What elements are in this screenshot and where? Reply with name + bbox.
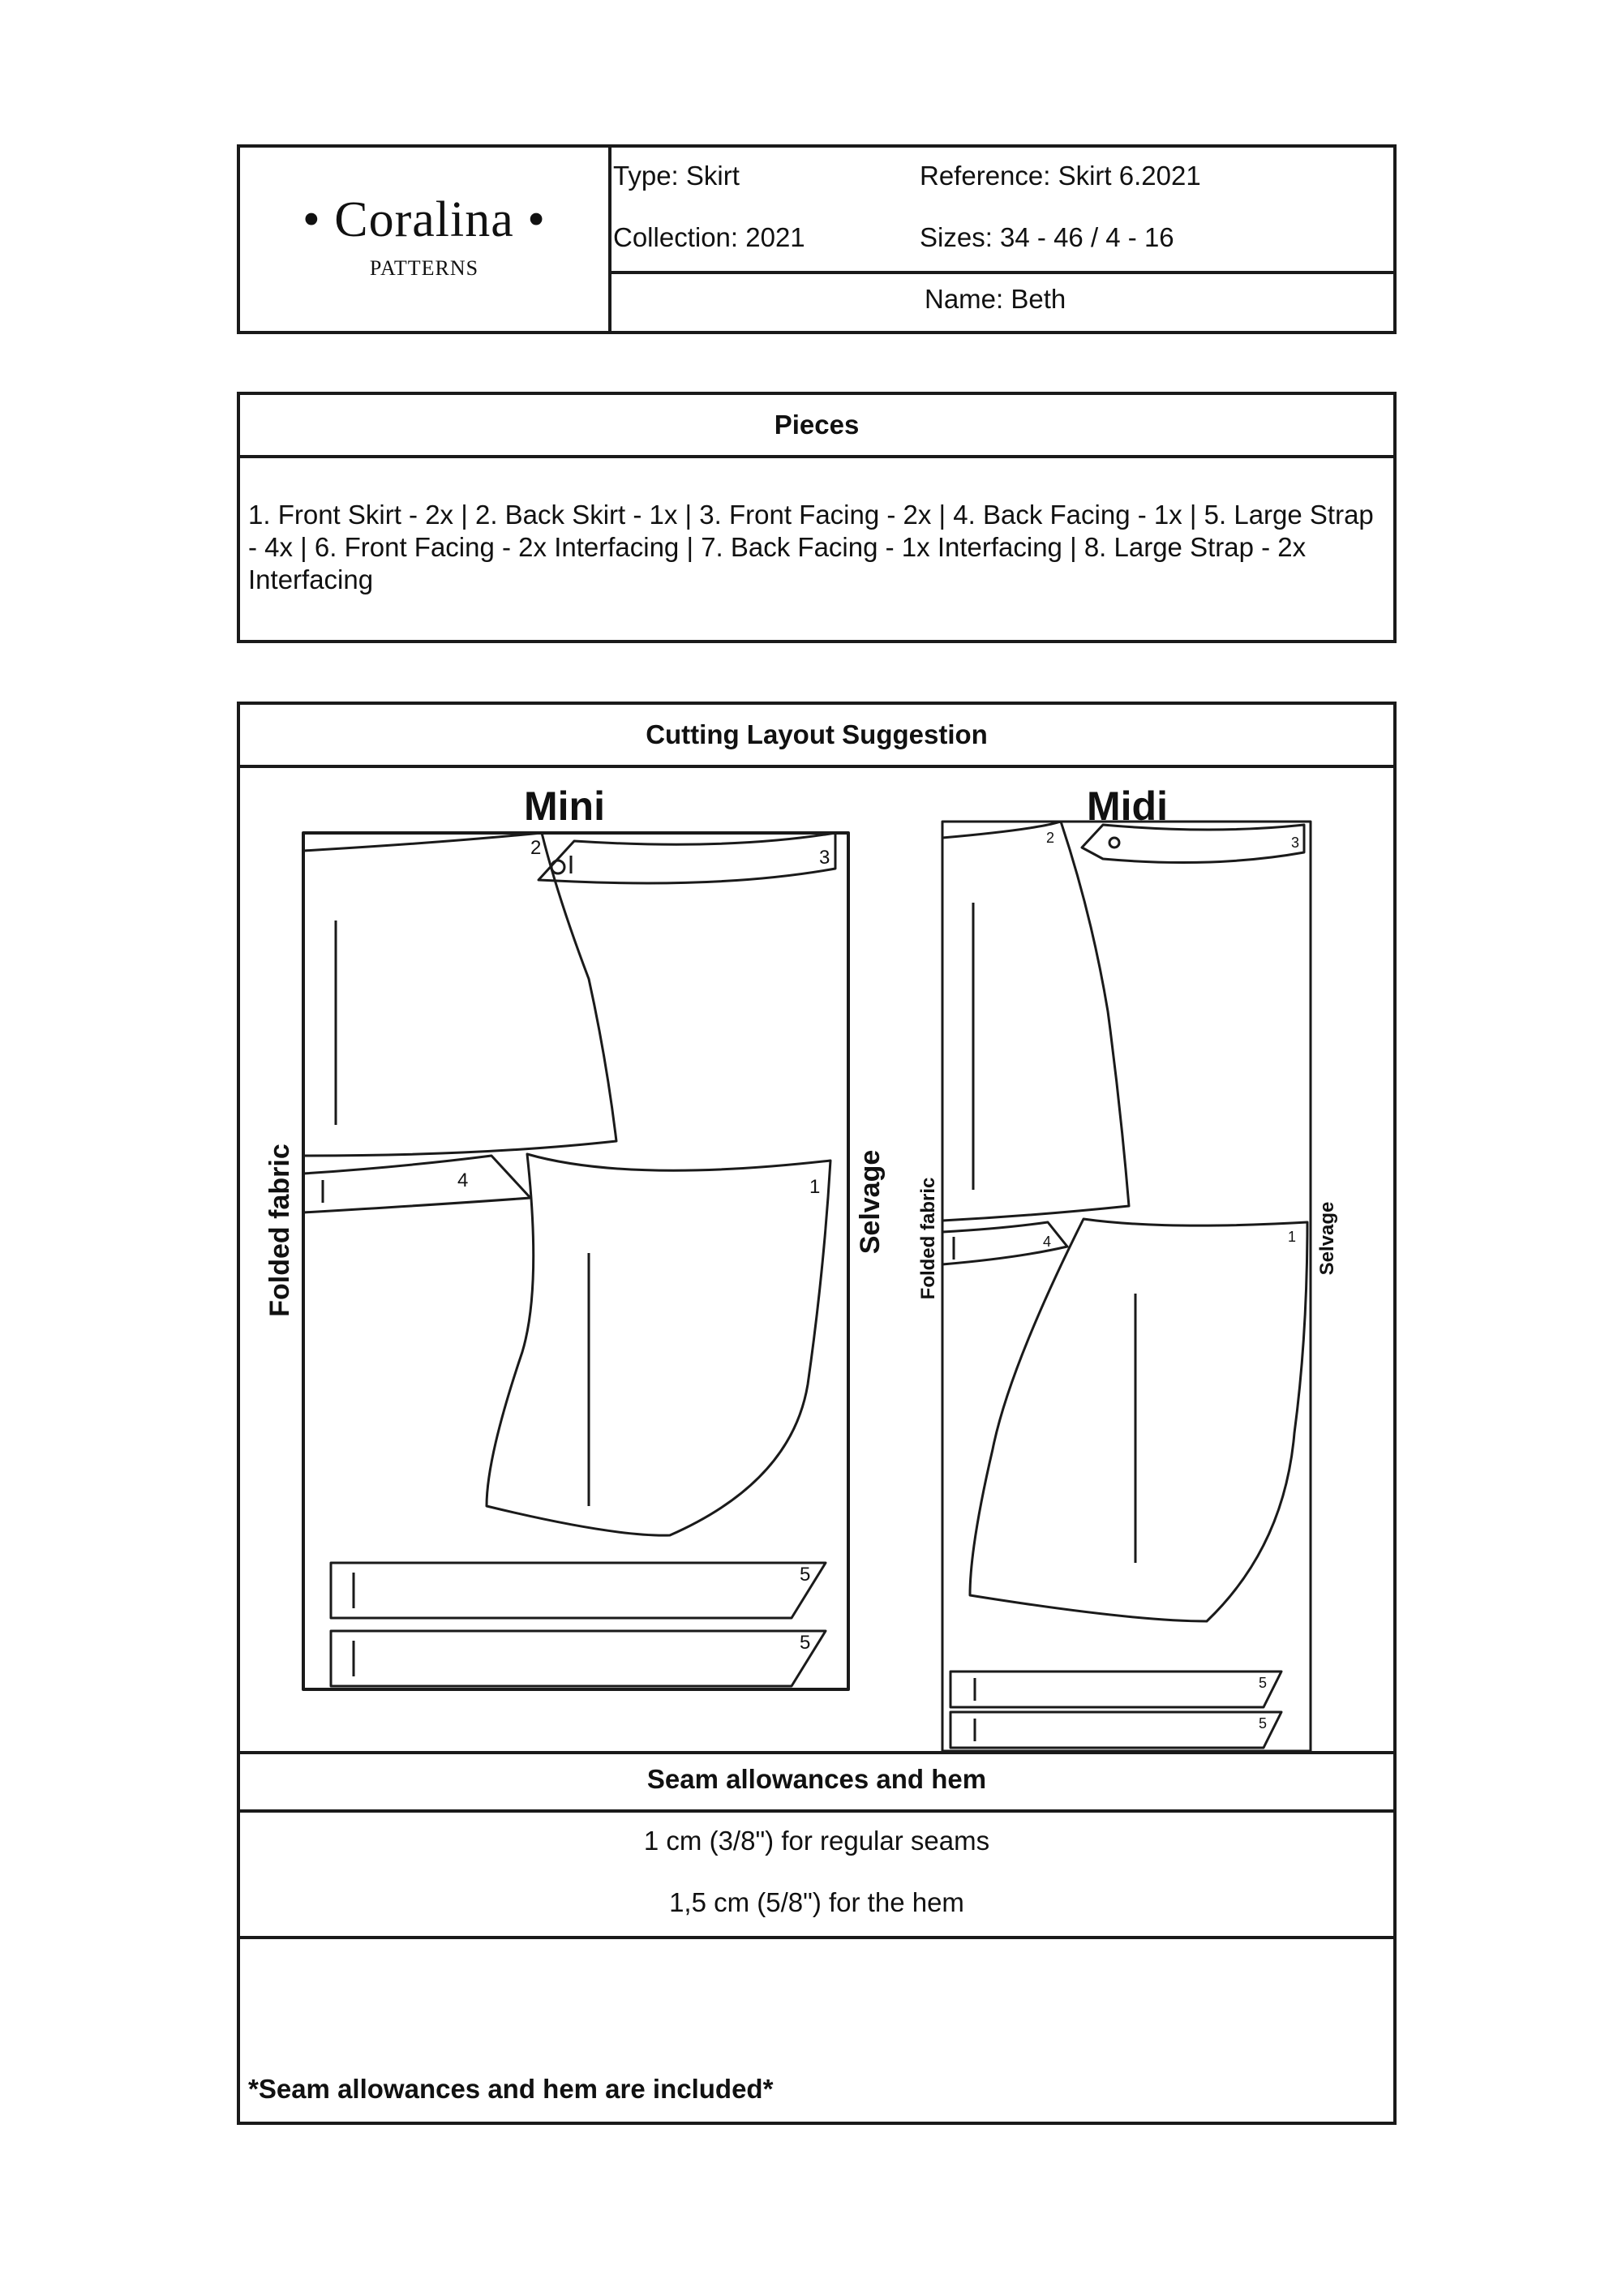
brand-name: • Coralina • — [303, 192, 546, 247]
seams-bottom-divider — [240, 1936, 1393, 1939]
midi-piece-5b — [950, 1712, 1281, 1748]
pieces-box — [237, 392, 1397, 643]
cutting-layout-diagram — [240, 768, 1393, 1751]
midi-selvage-label: Selvage — [1316, 1201, 1338, 1276]
mini-num-2: 2 — [530, 837, 542, 859]
collection-field: Collection: 2021 — [613, 222, 805, 252]
name-field: Name: Beth — [925, 284, 1066, 314]
header-box — [237, 144, 1397, 334]
mini-piece-5a — [331, 1563, 826, 1618]
info-cell — [608, 148, 1393, 331]
midi-label: Midi — [1087, 783, 1168, 829]
header-divider — [608, 271, 1393, 274]
seams-top-divider — [240, 1751, 1393, 1754]
midi-fold-label: Folded fabric — [917, 1177, 939, 1300]
pieces-list: 1. Front Skirt - 2x | 2. Back Skirt - 1x | 3. Front Facing - 2x | 4. Back Facing - 1x | 5. Large Strap - 4x | 6. Front Facing - 2x Interfacing | 7. Back Facing - 1x Interfacing | 8. Large Strap - 2x Interfacing — [248, 500, 1374, 594]
reference-field: Reference: Skirt 6.2021 — [920, 161, 1201, 191]
seams-title: Seam allowances and hem — [646, 1764, 987, 1794]
mini-piece-4 — [303, 1156, 530, 1212]
midi-num-3: 3 — [1291, 835, 1300, 851]
midi-piece-3-notch — [1109, 838, 1119, 848]
midi-fabric-rect — [942, 822, 1311, 1751]
type-field: Type: Skirt — [613, 161, 740, 191]
sizes-field: Sizes: 34 - 46 / 4 - 16 — [920, 222, 1174, 252]
seam-line-1: 1 cm (3/8") for regular seams — [643, 1826, 990, 1856]
mini-num-1: 1 — [809, 1176, 821, 1198]
mini-piece-3-notch — [551, 860, 564, 873]
midi-num-1: 1 — [1288, 1229, 1297, 1245]
seam-line-2: 1,5 cm (5/8") for the hem — [669, 1887, 964, 1917]
layout-title: Cutting Layout Suggestion — [646, 719, 988, 749]
mini-num-5a: 5 — [800, 1564, 811, 1586]
mini-num-4: 4 — [457, 1169, 469, 1191]
midi-num-2: 2 — [1046, 830, 1055, 846]
mini-fabric-rect — [303, 833, 848, 1689]
pieces-divider — [240, 455, 1393, 458]
mini-piece-3 — [539, 833, 835, 883]
mini-piece-5b — [331, 1631, 826, 1686]
brand-sub: PATTERNS — [369, 256, 479, 280]
midi-piece-1 — [970, 1219, 1307, 1621]
logo-cell — [240, 148, 611, 331]
seams-title-divider — [240, 1809, 1393, 1813]
mini-num-3: 3 — [819, 847, 830, 869]
midi-piece-2 — [942, 822, 1129, 1221]
pieces-title: Pieces — [774, 410, 860, 440]
mini-num-5b: 5 — [800, 1632, 811, 1654]
midi-num-5b: 5 — [1259, 1715, 1268, 1732]
midi-piece-5a — [950, 1672, 1281, 1707]
mini-piece-1 — [487, 1154, 830, 1535]
midi-piece-3 — [1082, 825, 1304, 863]
mini-fold-label: Folded fabric — [264, 1144, 295, 1317]
mini-label: Mini — [524, 783, 605, 829]
mini-selvage-label: Selvage — [855, 1149, 886, 1255]
midi-num-5a: 5 — [1259, 1675, 1268, 1691]
included-note: *Seam allowances and hem are included* — [248, 2074, 774, 2104]
midi-num-4: 4 — [1043, 1234, 1052, 1250]
cutting-layout-box — [237, 702, 1397, 2125]
